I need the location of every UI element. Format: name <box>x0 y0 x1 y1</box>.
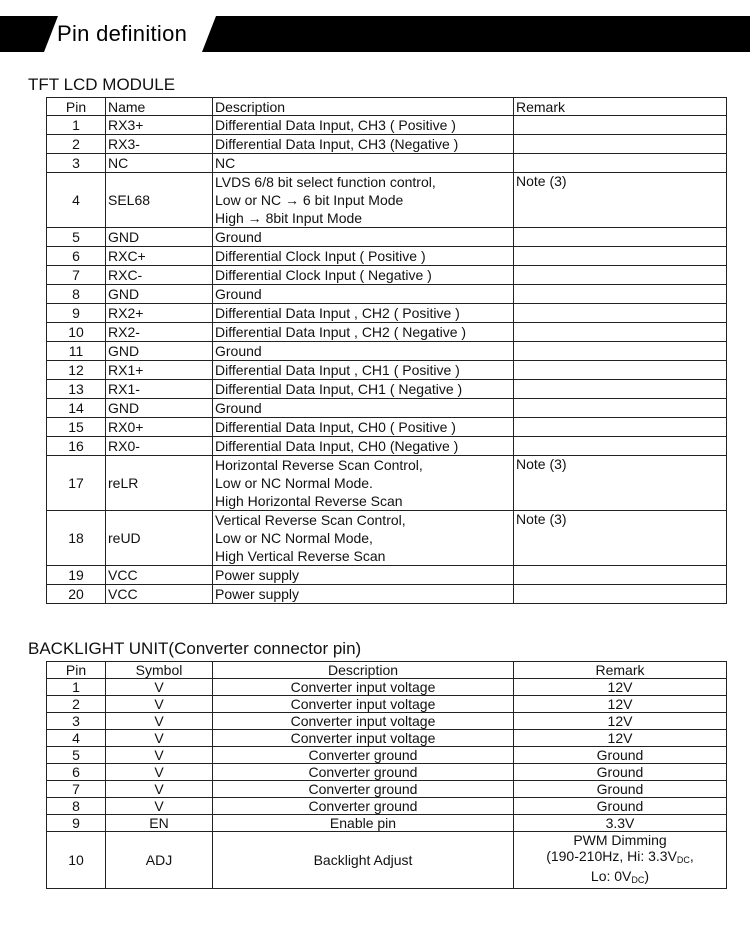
description-cell: Converter ground <box>213 764 514 781</box>
remark-cell <box>514 266 727 285</box>
table-row <box>47 173 727 228</box>
table-row <box>47 730 727 747</box>
description-cell <box>213 228 514 247</box>
table-row <box>47 135 727 154</box>
description-line: Horizontal Reverse Scan Control, <box>215 457 423 473</box>
remark-cell: 12V <box>514 713 727 730</box>
table-row <box>47 361 727 380</box>
description-line: Power supply <box>215 567 300 583</box>
description-line: Differential Data Input, CH3 (Negative ) <box>215 136 459 152</box>
pin-cell: 17 <box>47 456 106 511</box>
description-line: Ground <box>215 400 262 416</box>
description-line: NC <box>215 155 236 171</box>
remark-cell: Ground <box>514 798 727 815</box>
remark-cell: Ground <box>514 747 727 764</box>
pin-cell: 4 <box>47 730 106 747</box>
table-row <box>47 696 727 713</box>
description-cell: Converter input voltage <box>213 679 514 696</box>
remark-cell <box>514 380 727 399</box>
section-banner <box>0 16 750 52</box>
symbol-cell: V <box>106 713 213 730</box>
remark-text: (190-210Hz, Hi: 3.3V <box>546 848 677 864</box>
subscript: DC <box>631 875 645 885</box>
remark-cell <box>514 247 727 266</box>
pin-cell: 3 <box>47 154 106 173</box>
header-cell: Description <box>213 662 514 679</box>
table-row <box>47 323 727 342</box>
header-cell: Pin <box>47 662 106 679</box>
description-line: High → 8bit Input Mode <box>215 210 363 226</box>
name-cell: VCC <box>106 566 213 585</box>
table-row <box>47 679 727 696</box>
pin-cell: 19 <box>47 566 106 585</box>
name-cell: RX1+ <box>106 361 213 380</box>
description-line: Differential Data Input , CH1 ( Positive ) <box>215 362 460 378</box>
name-cell: reLR <box>106 456 213 511</box>
pin-cell: 10 <box>47 323 106 342</box>
symbol-cell: V <box>106 764 213 781</box>
name-cell: GND <box>106 228 213 247</box>
pin-cell: 1 <box>47 679 106 696</box>
pin-cell: 9 <box>47 304 106 323</box>
remark-cell <box>514 154 727 173</box>
description-line: Differential Data Input , CH2 ( Negative ) <box>215 324 467 340</box>
pin-cell: 12 <box>47 361 106 380</box>
name-cell: RX2+ <box>106 304 213 323</box>
description-cell: Converter input voltage <box>213 696 514 713</box>
pin-cell: 20 <box>47 585 106 604</box>
remark-cell <box>514 285 727 304</box>
name-cell: GND <box>106 342 213 361</box>
description-cell <box>213 437 514 456</box>
symbol-cell: V <box>106 696 213 713</box>
banner-title: Pin definition <box>57 21 188 46</box>
symbol-cell: V <box>106 747 213 764</box>
name-cell: RX3- <box>106 135 213 154</box>
remark-cell <box>514 437 727 456</box>
remark-cell <box>514 399 727 418</box>
description-cell <box>213 173 514 228</box>
tft-table-body <box>47 116 727 604</box>
name-cell: RXC- <box>106 266 213 285</box>
backlight-section-title: BACKLIGHT UNIT(Converter connector pin) <box>28 639 362 658</box>
pin-cell: 2 <box>47 696 106 713</box>
pin-cell: 5 <box>47 228 106 247</box>
description-cell <box>213 116 514 135</box>
pin-cell: 6 <box>47 764 106 781</box>
description-cell <box>213 418 514 437</box>
description-cell: Enable pin <box>213 815 514 832</box>
remark-text: , <box>689 848 694 864</box>
table-row <box>47 285 727 304</box>
description-line: Low or NC → 6 bit Input Mode <box>215 192 404 208</box>
table-row <box>47 228 727 247</box>
description-cell: Converter ground <box>213 781 514 798</box>
pin-cell: 5 <box>47 747 106 764</box>
description-cell <box>213 399 514 418</box>
remark-cell <box>514 342 727 361</box>
description-cell: Converter ground <box>213 798 514 815</box>
remark-cell: Note (3) <box>514 456 727 511</box>
table-row <box>47 764 727 781</box>
pin-cell: 15 <box>47 418 106 437</box>
pin-cell: 8 <box>47 285 106 304</box>
pin-cell: 7 <box>47 266 106 285</box>
remark-cell: Ground <box>514 764 727 781</box>
subscript: DC <box>676 855 690 865</box>
table-row <box>47 342 727 361</box>
description-cell <box>213 380 514 399</box>
header-cell: Remark <box>514 98 727 116</box>
table-row <box>47 380 727 399</box>
description-cell: Converter input voltage <box>213 730 514 747</box>
table-row <box>47 247 727 266</box>
description-cell <box>213 247 514 266</box>
description-cell <box>213 323 514 342</box>
description-line: Differential Data Input, CH0 ( Positive ) <box>215 419 456 435</box>
remark-cell <box>514 418 727 437</box>
description-line: High Horizontal Reverse Scan <box>215 493 403 509</box>
header-cell: Name <box>106 98 213 116</box>
description-line: Ground <box>215 343 262 359</box>
header-cell: Symbol <box>106 662 213 679</box>
description-cell <box>213 361 514 380</box>
description-line: Differential Data Input , CH2 ( Positive ) <box>215 305 460 321</box>
table-row <box>47 304 727 323</box>
description-cell <box>213 511 514 566</box>
remark-cell <box>514 361 727 380</box>
name-cell: GND <box>106 399 213 418</box>
description-line: Low or NC Normal Mode, <box>215 530 373 546</box>
remark-cell <box>514 116 727 135</box>
table-row <box>47 585 727 604</box>
remark-line <box>516 848 724 868</box>
description-line: Vertical Reverse Scan Control, <box>215 512 406 528</box>
name-cell: RX3+ <box>106 116 213 135</box>
header-cell: Pin <box>47 98 106 116</box>
description-line: Differential Data Input, CH1 ( Negative ) <box>215 381 463 397</box>
name-cell: RXC+ <box>106 247 213 266</box>
remark-cell: Ground <box>514 781 727 798</box>
remark-cell <box>514 832 727 889</box>
pin-cell: 1 <box>47 116 106 135</box>
table-row <box>47 798 727 815</box>
table-row <box>47 511 727 566</box>
remark-line <box>516 868 724 888</box>
pin-cell: 2 <box>47 135 106 154</box>
table-row <box>47 399 727 418</box>
table-row <box>47 266 727 285</box>
name-cell: VCC <box>106 585 213 604</box>
pin-cell: 18 <box>47 511 106 566</box>
table-row <box>47 437 727 456</box>
table-row <box>47 116 727 135</box>
description-cell <box>213 285 514 304</box>
remark-cell <box>514 135 727 154</box>
pin-cell: 9 <box>47 815 106 832</box>
remark-cell: 12V <box>514 679 727 696</box>
symbol-cell: V <box>106 798 213 815</box>
table-row <box>47 566 727 585</box>
remark-cell <box>514 585 727 604</box>
symbol-cell: V <box>106 730 213 747</box>
table-row <box>47 815 727 832</box>
remark-cell <box>514 304 727 323</box>
pin-cell: 11 <box>47 342 106 361</box>
header-cell: Description <box>213 98 514 116</box>
description-cell <box>213 135 514 154</box>
description-line: LVDS 6/8 bit select function control, <box>215 174 436 190</box>
name-cell: GND <box>106 285 213 304</box>
description-line: Differential Data Input, CH0 (Negative ) <box>215 438 459 454</box>
remark-line: PWM Dimming <box>573 832 667 848</box>
description-cell <box>213 154 514 173</box>
pin-cell: 10 <box>47 832 106 889</box>
backlight-table-body <box>47 679 727 832</box>
tft-pin-table <box>46 97 727 604</box>
symbol-cell: V <box>106 679 213 696</box>
description-line: High Vertical Reverse Scan <box>215 548 386 564</box>
name-cell: NC <box>106 154 213 173</box>
description-cell <box>213 585 514 604</box>
header-cell: Remark <box>514 662 727 679</box>
remark-cell: Note (3) <box>514 511 727 566</box>
name-cell: RX1- <box>106 380 213 399</box>
name-cell: RX2- <box>106 323 213 342</box>
description-line: Differential Clock Input ( Positive ) <box>215 248 426 264</box>
remark-cell: 3.3V <box>514 815 727 832</box>
table-row <box>47 154 727 173</box>
description-line: Differential Data Input, CH3 ( Positive ) <box>215 117 456 133</box>
tft-section-title: TFT LCD MODULE <box>28 75 176 94</box>
remark-cell <box>514 566 727 585</box>
remark-cell: 12V <box>514 730 727 747</box>
pin-cell: 4 <box>47 173 106 228</box>
description-line: Low or NC Normal Mode. <box>215 475 373 491</box>
description-line: Power supply <box>215 586 300 602</box>
description-cell <box>213 456 514 511</box>
pin-cell: 13 <box>47 380 106 399</box>
remark-cell: 12V <box>514 696 727 713</box>
description-cell <box>213 266 514 285</box>
table-row <box>47 713 727 730</box>
name-cell: RX0- <box>106 437 213 456</box>
description-cell <box>213 304 514 323</box>
backlight-pin-table <box>46 661 727 889</box>
name-cell: reUD <box>106 511 213 566</box>
remark-text: ) <box>644 868 650 884</box>
description-cell <box>213 566 514 585</box>
pin-cell: 7 <box>47 781 106 798</box>
pin-cell: 8 <box>47 798 106 815</box>
remark-cell <box>514 323 727 342</box>
table-header-row <box>47 662 727 679</box>
table-row <box>47 832 727 889</box>
table-row <box>47 781 727 798</box>
description-cell: Converter input voltage <box>213 713 514 730</box>
description-line: Differential Clock Input ( Negative ) <box>215 267 432 283</box>
symbol-cell: ADJ <box>106 832 213 889</box>
pin-cell: 3 <box>47 713 106 730</box>
table-row <box>47 747 727 764</box>
description-cell <box>213 342 514 361</box>
description-line: Ground <box>215 286 262 302</box>
description-cell: Backlight Adjust <box>213 832 514 889</box>
table-row <box>47 456 727 511</box>
remark-cell <box>514 228 727 247</box>
pin-cell: 14 <box>47 399 106 418</box>
symbol-cell: EN <box>106 815 213 832</box>
pin-cell: 6 <box>47 247 106 266</box>
description-cell: Converter ground <box>213 747 514 764</box>
name-cell: SEL68 <box>106 173 213 228</box>
table-header-row <box>47 98 727 116</box>
name-cell: RX0+ <box>106 418 213 437</box>
symbol-cell: V <box>106 781 213 798</box>
description-line: Ground <box>215 229 262 245</box>
pin-cell: 16 <box>47 437 106 456</box>
remark-text: Lo: 0V <box>590 868 632 884</box>
remark-cell: Note (3) <box>514 173 727 228</box>
table-row <box>47 418 727 437</box>
